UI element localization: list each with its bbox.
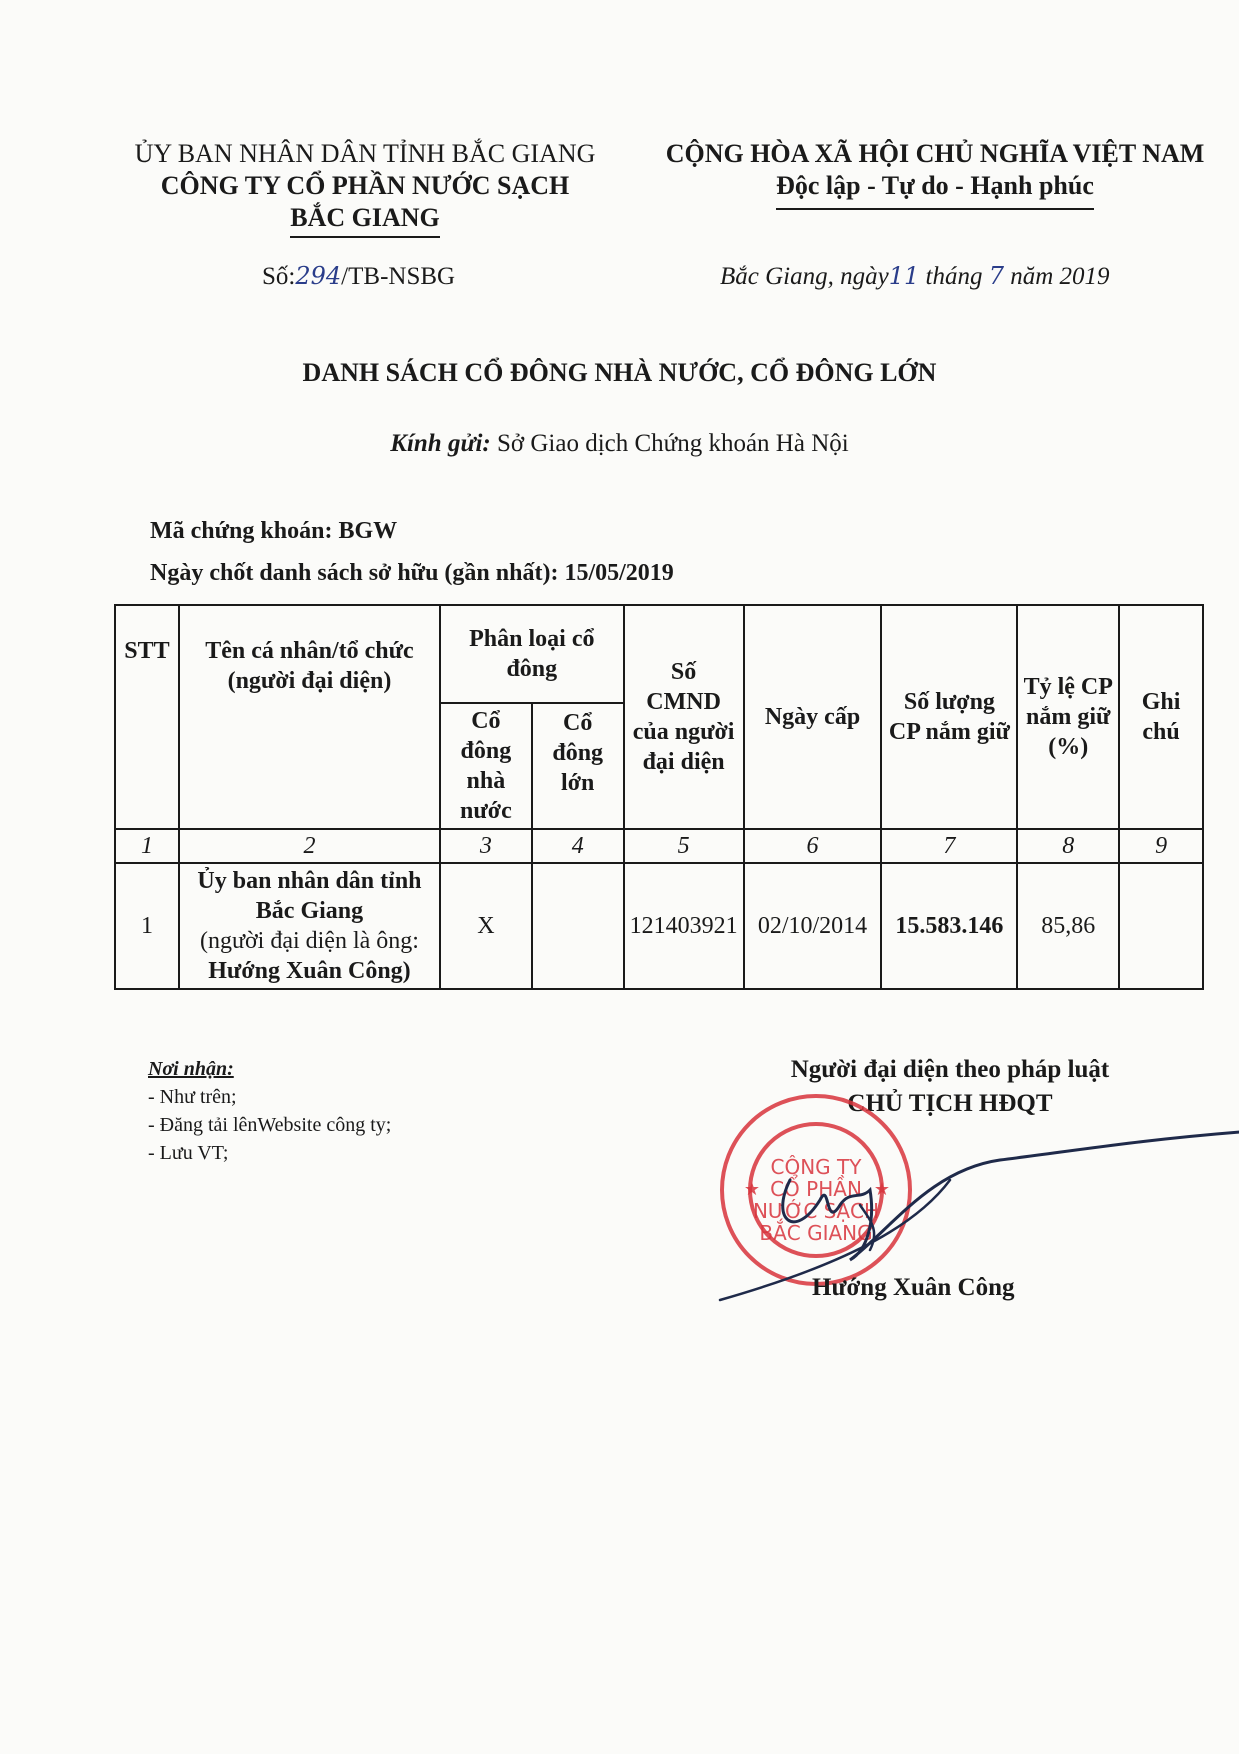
header-quantity: Số lượng CP nắm giữ xyxy=(881,605,1017,829)
recipients-list xyxy=(148,1055,391,1167)
cell-major-shareholder xyxy=(532,863,624,989)
recipients-heading: Nơi nhận: xyxy=(148,1058,234,1080)
issuer-authority: ỦY BAN NHÂN DÂN TỈNH BẮC GIANG xyxy=(134,139,596,168)
signer-title: CHỦ TỊCH HĐQT xyxy=(847,1090,1053,1117)
docno-prefix: Số: xyxy=(262,263,296,290)
index-cell: 3 xyxy=(440,829,532,863)
header-state-shareholder: Cổ đông nhà nước xyxy=(440,703,532,829)
svg-text:NƯỚC SẠCH: NƯỚC SẠCH xyxy=(752,1199,880,1223)
issuer-header xyxy=(120,138,610,238)
recipient-line xyxy=(0,430,1239,458)
svg-text:CỔ PHẦN: CỔ PHẦN xyxy=(770,1177,862,1201)
cell-issue-date: 02/10/2014 xyxy=(744,863,882,989)
date-part2: tháng xyxy=(919,263,989,290)
index-cell: 6 xyxy=(744,829,882,863)
date-part1: Bắc Giang, ngày xyxy=(720,263,889,290)
signer-name: Hướng Xuân Công xyxy=(812,1274,1015,1301)
docno-handwritten: 294 xyxy=(295,262,342,290)
index-cell: 8 xyxy=(1017,829,1119,863)
index-cell: 4 xyxy=(532,829,624,863)
recipient-value: Sở Giao dịch Chứng khoán Hà Nội xyxy=(490,430,849,457)
cell-quantity: 15.583.146 xyxy=(881,863,1017,989)
header-stt: STT xyxy=(115,605,179,829)
date-part3: năm 2019 xyxy=(1004,263,1110,290)
index-cell: 7 xyxy=(881,829,1017,863)
date-day: 11 xyxy=(888,262,920,290)
index-cell: 5 xyxy=(624,829,744,863)
national-header xyxy=(640,138,1230,210)
svg-text:CÔNG TY: CÔNG TY xyxy=(770,1155,862,1179)
cell-state-shareholder: X xyxy=(440,863,532,989)
header-percent: Tỷ lệ CP nắm giữ (%) xyxy=(1017,605,1119,829)
signer-role: Người đại diện theo pháp luật xyxy=(790,1056,1110,1083)
list-item: - Đăng tải lênWebsite công ty; xyxy=(148,1114,392,1136)
index-cell: 1 xyxy=(115,829,179,863)
header-name: Tên cá nhân/tổ chức (người đại diện) xyxy=(179,605,440,829)
table-header-row xyxy=(115,605,1203,703)
shareholder-table xyxy=(114,604,1204,990)
table-row xyxy=(115,863,1203,989)
index-cell: 2 xyxy=(179,829,440,863)
issuer-company: CÔNG TY CỔ PHẦN NƯỚC SẠCH xyxy=(160,171,570,200)
cell-note xyxy=(1119,863,1203,989)
table-index-row xyxy=(115,829,1203,863)
header-classification: Phân loại cổ đông xyxy=(440,605,624,703)
header-note: Ghi chú xyxy=(1119,605,1203,829)
date-month: 7 xyxy=(988,262,1004,290)
date-line xyxy=(720,262,1110,291)
ticker-line: Mã chứng khoán: BGW xyxy=(150,518,398,544)
header-id-number: Số CMND của người đại diện xyxy=(624,605,744,829)
document-title: DANH SÁCH CỔ ĐÔNG NHÀ NƯỚC, CỔ ĐÔNG LỚN xyxy=(302,358,937,387)
svg-text:BẮC GIANG: BẮC GIANG xyxy=(759,1221,873,1245)
svg-text:★: ★ xyxy=(873,1179,891,1200)
document-number xyxy=(262,262,455,291)
cell-name: Ủy ban nhân dân tỉnh Bắc Giang (người đại diện là ông: Hướng Xuân Công) xyxy=(179,863,440,989)
docno-suffix: /TB-NSBG xyxy=(341,263,456,290)
list-item: - Lưu VT; xyxy=(148,1142,229,1164)
svg-text:★: ★ xyxy=(743,1179,761,1200)
header-major-shareholder: Cổ đông lớn xyxy=(532,703,624,829)
cell-id-number: 121403921 xyxy=(624,863,744,989)
header-issue-date: Ngày cấp xyxy=(744,605,882,829)
cell-stt: 1 xyxy=(115,863,179,989)
record-date-line: Ngày chốt danh sách sở hữu (gần nhất): 15/05/2019 xyxy=(150,560,674,586)
list-item: - Như trên; xyxy=(148,1086,237,1108)
index-cell: 9 xyxy=(1119,829,1203,863)
recipient-label: Kính gửi: xyxy=(390,430,491,457)
cell-percent: 85,86 xyxy=(1017,863,1119,989)
issuer-company-line2: BẮC GIANG xyxy=(290,202,440,238)
national-title: CỘNG HÒA XÃ HỘI CHỦ NGHĨA VIỆT NAM xyxy=(665,139,1205,168)
national-motto: Độc lập - Tự do - Hạnh phúc xyxy=(776,170,1094,210)
